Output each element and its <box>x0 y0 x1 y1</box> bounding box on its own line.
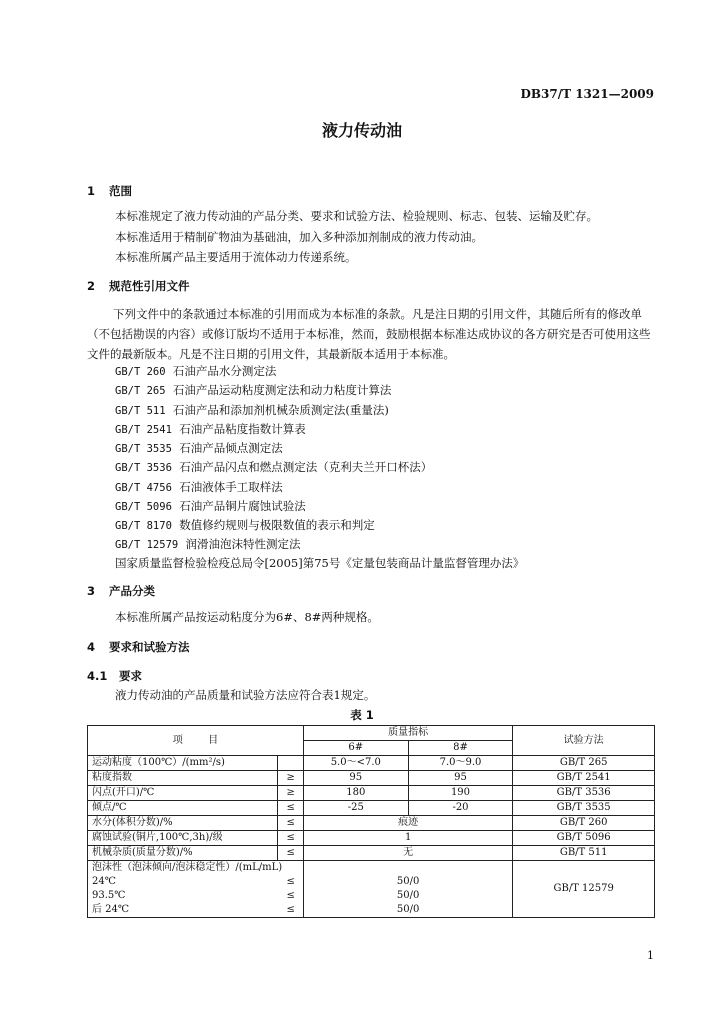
section-4-1-number: 4.1 <box>87 669 108 683</box>
reference-code: GB/T 3535 <box>115 443 172 455</box>
section-1-paragraph-1: 本标准规定了液力传动油的产品分类、要求和试验方法、检验规则、标志、包装、运输及贮存。 <box>115 209 598 223</box>
row-value: 1 <box>303 831 512 846</box>
reference-code: GB/T 260 <box>115 366 166 378</box>
reference-item <box>115 361 276 382</box>
section-4-heading <box>87 639 190 655</box>
row-value-6: 95 <box>303 771 408 786</box>
reference-item <box>115 380 391 401</box>
row-method: GB/T 265 <box>513 756 655 771</box>
page-number: 1 <box>647 949 654 962</box>
reference-code: GB/T 4756 <box>115 482 172 494</box>
row-item: 腐蚀试验(铜片,100℃,3h)/级 <box>88 831 278 846</box>
foam-value-blank <box>303 861 512 876</box>
section-2-title: 规范性引用文件 <box>109 279 190 293</box>
reference-item <box>115 534 301 555</box>
section-1-number: 1 <box>87 184 96 198</box>
reference-title: 石油产品水分测定法 <box>172 364 277 378</box>
row-value: 痕迹 <box>303 816 512 831</box>
row-method: GB/T 5096 <box>513 831 655 846</box>
foam-sub-symbol: ≤ <box>277 889 303 903</box>
reference-title: 石油液体手工取样法 <box>179 480 283 494</box>
foam-sub-item: 93.5℃ <box>88 889 278 903</box>
reference-item <box>115 496 306 517</box>
foam-sub-item: 24℃ <box>88 875 278 889</box>
section-4-number: 4 <box>87 640 96 654</box>
row-item: 水分(体积分数)/% <box>88 816 278 831</box>
reference-code: GB/T 5096 <box>115 501 172 513</box>
table-caption: 表 1 <box>350 708 374 722</box>
foam-sub-symbol: ≤ <box>277 875 303 889</box>
reference-item <box>115 515 375 536</box>
table-row <box>88 831 655 846</box>
section-1-paragraph-2: 本标准适用于精制矿物油为基础油，加入多种添加剂制成的液力传动油。 <box>115 230 483 244</box>
reference-code: GB/T 8170 <box>115 520 172 532</box>
row-method: GB/T 2541 <box>513 771 655 786</box>
row-symbol: ≥ <box>277 786 303 801</box>
header-quality: 质量指标 <box>303 726 512 741</box>
section-1-heading <box>87 183 132 199</box>
reference-item <box>115 438 283 459</box>
section-4-1-paragraph: 液力传动油的产品质量和试验方法应符合表1规定。 <box>115 688 376 702</box>
table-row <box>88 816 655 831</box>
row-symbol: ≤ <box>277 801 303 816</box>
section-3-title: 产品分类 <box>109 584 155 598</box>
reference-extra: 国家质量监督检验检疫总局令[2005]第75号《定量包装商品计量监督管理办法》 <box>115 556 525 570</box>
row-method: GB/T 511 <box>513 846 655 861</box>
row-value-6: 180 <box>303 786 408 801</box>
row-method: GB/T 260 <box>513 816 655 831</box>
reference-code: GB/T 511 <box>115 405 166 417</box>
row-value-8: -20 <box>408 801 513 816</box>
document-number: DB37/T 1321—2009 <box>520 87 654 101</box>
reference-code: GB/T 3536 <box>115 462 172 474</box>
table-row-foam <box>88 861 655 876</box>
foam-label: 泡沫性（泡沫倾向/泡沫稳定性）/(mL/mL) <box>88 861 304 876</box>
reference-title: 石油产品和添加剂机械杂质测定法(重量法) <box>172 403 389 417</box>
header-method: 试验方法 <box>513 726 655 756</box>
foam-method: GB/T 12579 <box>513 861 655 918</box>
section-3-paragraph: 本标准所属产品按运动粘度分为6#、8#两种规格。 <box>115 610 379 624</box>
section-4-title: 要求和试验方法 <box>109 640 190 654</box>
section-2-intro: 下列文件中的条款通过本标准的引用而成为本标准的条款。凡是注日期的引用文件，其随后所有的修改单（不包括勘误的内容）或修订版均不适用于本标准，然而，鼓励根据本标准达成协议的各方研究是否可使用这些文件的最新版本。凡是不注日期的引用文件，其最新版本适用于本标准。 <box>87 307 651 361</box>
table-header-row <box>88 726 655 741</box>
row-item: 闪点(开口)/℃ <box>88 786 278 801</box>
row-symbol: ≤ <box>277 831 303 846</box>
foam-sub-item: 后 24℃ <box>88 903 278 918</box>
document-title: 液力传动油 <box>321 121 402 140</box>
foam-sub-value: 50/0 <box>303 889 512 903</box>
reference-item <box>115 477 283 498</box>
reference-title: 石油产品闪点和燃点测定法（克利夫兰开口杯法） <box>179 460 433 474</box>
row-method: GB/T 3536 <box>513 786 655 801</box>
reference-title: 石油产品铜片腐蚀试验法 <box>179 499 306 513</box>
reference-code: GB/T 2541 <box>115 424 172 436</box>
row-item: 运动粘度（100℃）/(mm²/s) <box>88 756 278 771</box>
row-value-6: 5.0～<7.0 <box>303 756 408 771</box>
reference-title: 石油产品运动粘度测定法和动力粘度计算法 <box>172 383 392 397</box>
section-2-number: 2 <box>87 279 96 293</box>
reference-title: 石油产品倾点测定法 <box>179 441 283 455</box>
header-item: 项 目 <box>88 726 304 756</box>
section-2-heading <box>87 278 190 294</box>
reference-title: 石油产品粘度指数计算表 <box>179 422 306 436</box>
row-item: 倾点/℃ <box>88 801 278 816</box>
section-3-heading <box>87 583 155 599</box>
section-1-title: 范围 <box>109 184 132 198</box>
row-symbol: ≥ <box>277 771 303 786</box>
row-value-8: 95 <box>408 771 513 786</box>
reference-code: GB/T 265 <box>115 385 166 397</box>
row-symbol: ≤ <box>277 846 303 861</box>
reference-title: 润滑油泡沫特性测定法 <box>185 537 301 551</box>
reference-title: 数值修约规则与极限数值的表示和判定 <box>179 518 375 532</box>
reference-item <box>115 457 432 478</box>
foam-sub-symbol: ≤ <box>277 903 303 918</box>
header-grade-6: 6# <box>303 741 408 756</box>
table-row <box>88 756 655 771</box>
quality-table <box>87 725 655 918</box>
table-row <box>88 771 655 786</box>
table-row <box>88 801 655 816</box>
reference-item <box>115 419 306 440</box>
section-1-paragraph-3: 本标准所属产品主要适用于流体动力传递系统。 <box>115 250 357 264</box>
row-symbol: ≤ <box>277 816 303 831</box>
foam-sub-value: 50/0 <box>303 875 512 889</box>
row-value-8: 190 <box>408 786 513 801</box>
row-symbol <box>277 756 303 771</box>
row-method: GB/T 3535 <box>513 801 655 816</box>
foam-sub-value: 50/0 <box>303 903 512 918</box>
section-4-1-heading <box>87 668 142 684</box>
row-value-8: 7.0～9.0 <box>408 756 513 771</box>
header-grade-8: 8# <box>408 741 513 756</box>
row-value: 无 <box>303 846 512 861</box>
reference-item <box>115 400 389 421</box>
table-row <box>88 786 655 801</box>
table-row <box>88 846 655 861</box>
row-item: 粘度指数 <box>88 771 278 786</box>
row-value-6: -25 <box>303 801 408 816</box>
section-4-1-title: 要求 <box>119 669 142 683</box>
section-3-number: 3 <box>87 584 96 598</box>
reference-code: GB/T 12579 <box>115 539 179 551</box>
row-item: 机械杂质(质量分数)/% <box>88 846 278 861</box>
